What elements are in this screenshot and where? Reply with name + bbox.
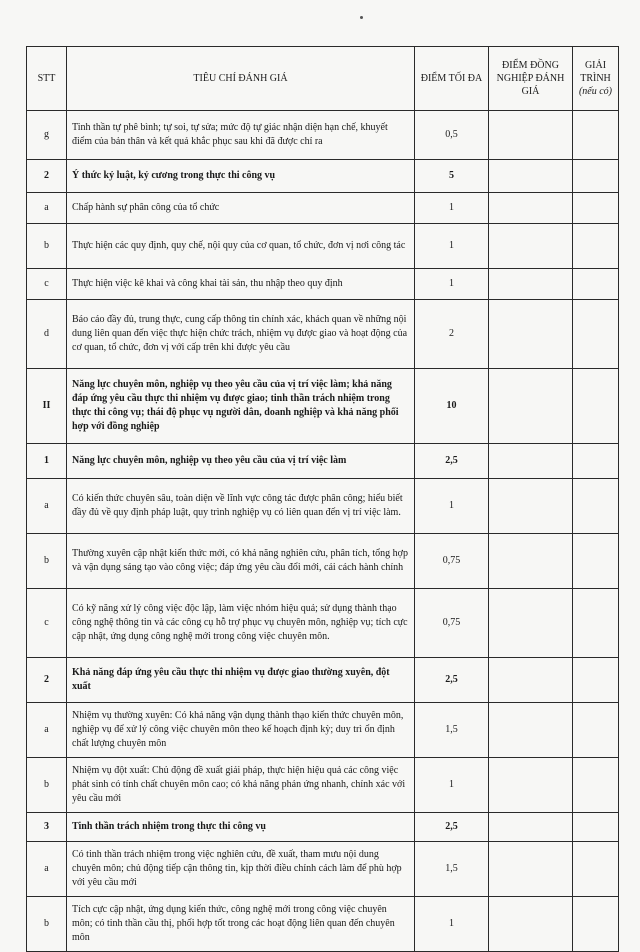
table-row — [27, 369, 619, 444]
row-stt: II — [27, 369, 67, 444]
row-peer-score-cell[interactable] — [489, 369, 573, 444]
row-criteria: Thực hiện việc kê khai và công khai tài sản, thu nhập theo quy định — [67, 269, 415, 300]
header-stt: STT — [27, 47, 67, 111]
row-peer-score-cell[interactable] — [489, 111, 573, 160]
table-row — [27, 111, 619, 160]
row-criteria: Chấp hành sự phân công của tổ chức — [67, 193, 415, 224]
row-max-score: 1 — [415, 269, 489, 300]
table-row — [27, 224, 619, 269]
row-peer-score-cell[interactable] — [489, 842, 573, 897]
row-stt: 3 — [27, 813, 67, 842]
row-peer-score-cell[interactable] — [489, 160, 573, 193]
row-max-score: 0,75 — [415, 589, 489, 658]
row-criteria: Tích cực cập nhật, ứng dụng kiến thức, công nghệ mới trong công việc chuyên môn; có tinh thần cầu thị, phối hợp tốt trong các hoạt động liên quan đến chuyên môn — [67, 897, 415, 952]
header-explain — [573, 47, 619, 111]
row-explain-cell[interactable] — [573, 703, 619, 758]
row-explain-cell[interactable] — [573, 813, 619, 842]
row-peer-score-cell[interactable] — [489, 193, 573, 224]
row-stt: b — [27, 758, 67, 813]
row-max-score: 2,5 — [415, 444, 489, 479]
table-row — [27, 758, 619, 813]
row-peer-score-cell[interactable] — [489, 703, 573, 758]
row-max-score: 1,5 — [415, 703, 489, 758]
row-explain-cell[interactable] — [573, 534, 619, 589]
row-max-score: 10 — [415, 369, 489, 444]
row-criteria: Tinh thần tự phê bình; tự soi, tự sửa; mức độ tự giác nhận diện hạn chế, khuyết điểm của bản thân và kết quả khắc phục sau khi đã được chỉ ra — [67, 111, 415, 160]
header-explain-label: GIẢI TRÌNH — [580, 60, 611, 84]
row-max-score: 0,75 — [415, 534, 489, 589]
row-criteria: Có kiến thức chuyên sâu, toàn diện về lĩnh vực công tác được phân công; hiểu biết đầy đủ về quy định pháp luật, quy trình nghiệp vụ có liên quan đến vị trí việc làm. — [67, 479, 415, 534]
row-stt: 1 — [27, 444, 67, 479]
row-criteria: Khả năng đáp ứng yêu cầu thực thi nhiệm vụ được giao thường xuyên, đột xuất — [67, 658, 415, 703]
row-peer-score-cell[interactable] — [489, 300, 573, 369]
row-stt: a — [27, 842, 67, 897]
row-explain-cell[interactable] — [573, 897, 619, 952]
row-stt: g — [27, 111, 67, 160]
row-peer-score-cell[interactable] — [489, 269, 573, 300]
row-peer-score-cell[interactable] — [489, 479, 573, 534]
row-criteria: Báo cáo đầy đủ, trung thực, cung cấp thông tin chính xác, khách quan về những nội dung liên quan đến việc thực hiện chức trách, nhiệm vụ được giao và hoạt động của cơ quan, tổ chức, đơn vị với cấp trên khi được yêu cầu — [67, 300, 415, 369]
header-max-score: ĐIỂM TỐI ĐA — [415, 47, 489, 111]
header-criteria: TIÊU CHÍ ĐÁNH GIÁ — [67, 47, 415, 111]
row-explain-cell[interactable] — [573, 842, 619, 897]
row-criteria: Ý thức kỷ luật, kỷ cương trong thực thi công vụ — [67, 160, 415, 193]
row-peer-score-cell[interactable] — [489, 813, 573, 842]
table-row — [27, 269, 619, 300]
row-explain-cell[interactable] — [573, 444, 619, 479]
row-peer-score-cell[interactable] — [489, 758, 573, 813]
row-explain-cell[interactable] — [573, 269, 619, 300]
row-explain-cell[interactable] — [573, 369, 619, 444]
row-max-score: 1 — [415, 897, 489, 952]
row-criteria: Năng lực chuyên môn, nghiệp vụ theo yêu cầu của vị trí việc làm — [67, 444, 415, 479]
row-max-score: 5 — [415, 160, 489, 193]
row-criteria: Nhiệm vụ thường xuyên: Có khả năng vận dụng thành thạo kiến thức chuyên môn, nghiệp vụ để xử lý công việc chuyên môn theo kế hoạch định kỳ; duy trì ổn định chất lượng chuyên môn — [67, 703, 415, 758]
row-explain-cell[interactable] — [573, 193, 619, 224]
table-row — [27, 300, 619, 369]
row-criteria: Thực hiện các quy định, quy chế, nội quy của cơ quan, tổ chức, đơn vị nơi công tác — [67, 224, 415, 269]
row-explain-cell[interactable] — [573, 658, 619, 703]
row-explain-cell[interactable] — [573, 300, 619, 369]
row-stt: c — [27, 269, 67, 300]
table-row — [27, 589, 619, 658]
ink-dot — [360, 16, 363, 19]
evaluation-sheet — [26, 46, 618, 952]
row-criteria: Năng lực chuyên môn, nghiệp vụ theo yêu cầu của vị trí việc làm; khả năng đáp ứng yêu cầu thực thi nhiệm vụ được giao; tinh thần trách nhiệm trong thực thi công vụ; thái độ phục vụ người dân, doanh nghiệp và khả năng phối hợp với đồng nghiệp — [67, 369, 415, 444]
row-peer-score-cell[interactable] — [489, 534, 573, 589]
row-peer-score-cell[interactable] — [489, 658, 573, 703]
row-stt: d — [27, 300, 67, 369]
row-explain-cell[interactable] — [573, 758, 619, 813]
row-stt: b — [27, 224, 67, 269]
row-stt: a — [27, 479, 67, 534]
table-row — [27, 534, 619, 589]
row-max-score: 1 — [415, 758, 489, 813]
row-stt: b — [27, 534, 67, 589]
row-criteria: Có kỹ năng xử lý công việc độc lập, làm việc nhóm hiệu quả; sử dụng thành thạo công nghệ thông tin và các công cụ hỗ trợ phục vụ chuyên môn, nghiệp vụ; tích cực cập nhật, ứng dụng công nghệ mới trong công việc chuyên môn. — [67, 589, 415, 658]
evaluation-table — [26, 46, 619, 952]
row-max-score: 1,5 — [415, 842, 489, 897]
table-row — [27, 658, 619, 703]
row-criteria: Có tinh thần trách nhiệm trong việc nghiên cứu, đề xuất, tham mưu nội dung chuyên môn; chủ động tiếp cận thông tin, kịp thời điều chỉnh cách làm để phù hợp với yêu cầu mới — [67, 842, 415, 897]
row-explain-cell[interactable] — [573, 111, 619, 160]
row-peer-score-cell[interactable] — [489, 589, 573, 658]
row-stt: a — [27, 703, 67, 758]
row-peer-score-cell[interactable] — [489, 224, 573, 269]
row-stt: 2 — [27, 160, 67, 193]
row-max-score: 2 — [415, 300, 489, 369]
row-max-score: 1 — [415, 479, 489, 534]
row-max-score: 1 — [415, 224, 489, 269]
row-max-score: 1 — [415, 193, 489, 224]
row-peer-score-cell[interactable] — [489, 897, 573, 952]
table-row — [27, 160, 619, 193]
row-peer-score-cell[interactable] — [489, 444, 573, 479]
table-row — [27, 842, 619, 897]
row-stt: c — [27, 589, 67, 658]
row-stt: b — [27, 897, 67, 952]
row-stt: a — [27, 193, 67, 224]
row-stt: 2 — [27, 658, 67, 703]
row-explain-cell[interactable] — [573, 224, 619, 269]
row-explain-cell[interactable] — [573, 589, 619, 658]
table-row — [27, 703, 619, 758]
row-criteria: Thường xuyên cập nhật kiến thức mới, có khả năng nghiên cứu, phân tích, tổng hợp và vận dụng sáng tạo vào công việc; đáp ứng yêu cầu đổi mới, cải cách hành chính — [67, 534, 415, 589]
row-max-score: 0,5 — [415, 111, 489, 160]
table-row — [27, 813, 619, 842]
table-row — [27, 193, 619, 224]
table-row — [27, 479, 619, 534]
header-explain-note: (nếu có) — [578, 86, 613, 97]
row-max-score: 2,5 — [415, 658, 489, 703]
row-explain-cell[interactable] — [573, 160, 619, 193]
row-explain-cell[interactable] — [573, 479, 619, 534]
row-criteria: Tinh thần trách nhiệm trong thực thi công vụ — [67, 813, 415, 842]
table-row — [27, 897, 619, 952]
header-peer-score: ĐIỂM ĐỒNG NGHIỆP ĐÁNH GIÁ — [489, 47, 573, 111]
row-max-score: 2,5 — [415, 813, 489, 842]
table-row — [27, 444, 619, 479]
row-criteria: Nhiệm vụ đột xuất: Chủ động đề xuất giải pháp, thực hiện hiệu quả các công việc phát sinh có tính chất chuyên môn cao; có khả năng phản ứng nhanh, chính xác với yêu cầu mới — [67, 758, 415, 813]
